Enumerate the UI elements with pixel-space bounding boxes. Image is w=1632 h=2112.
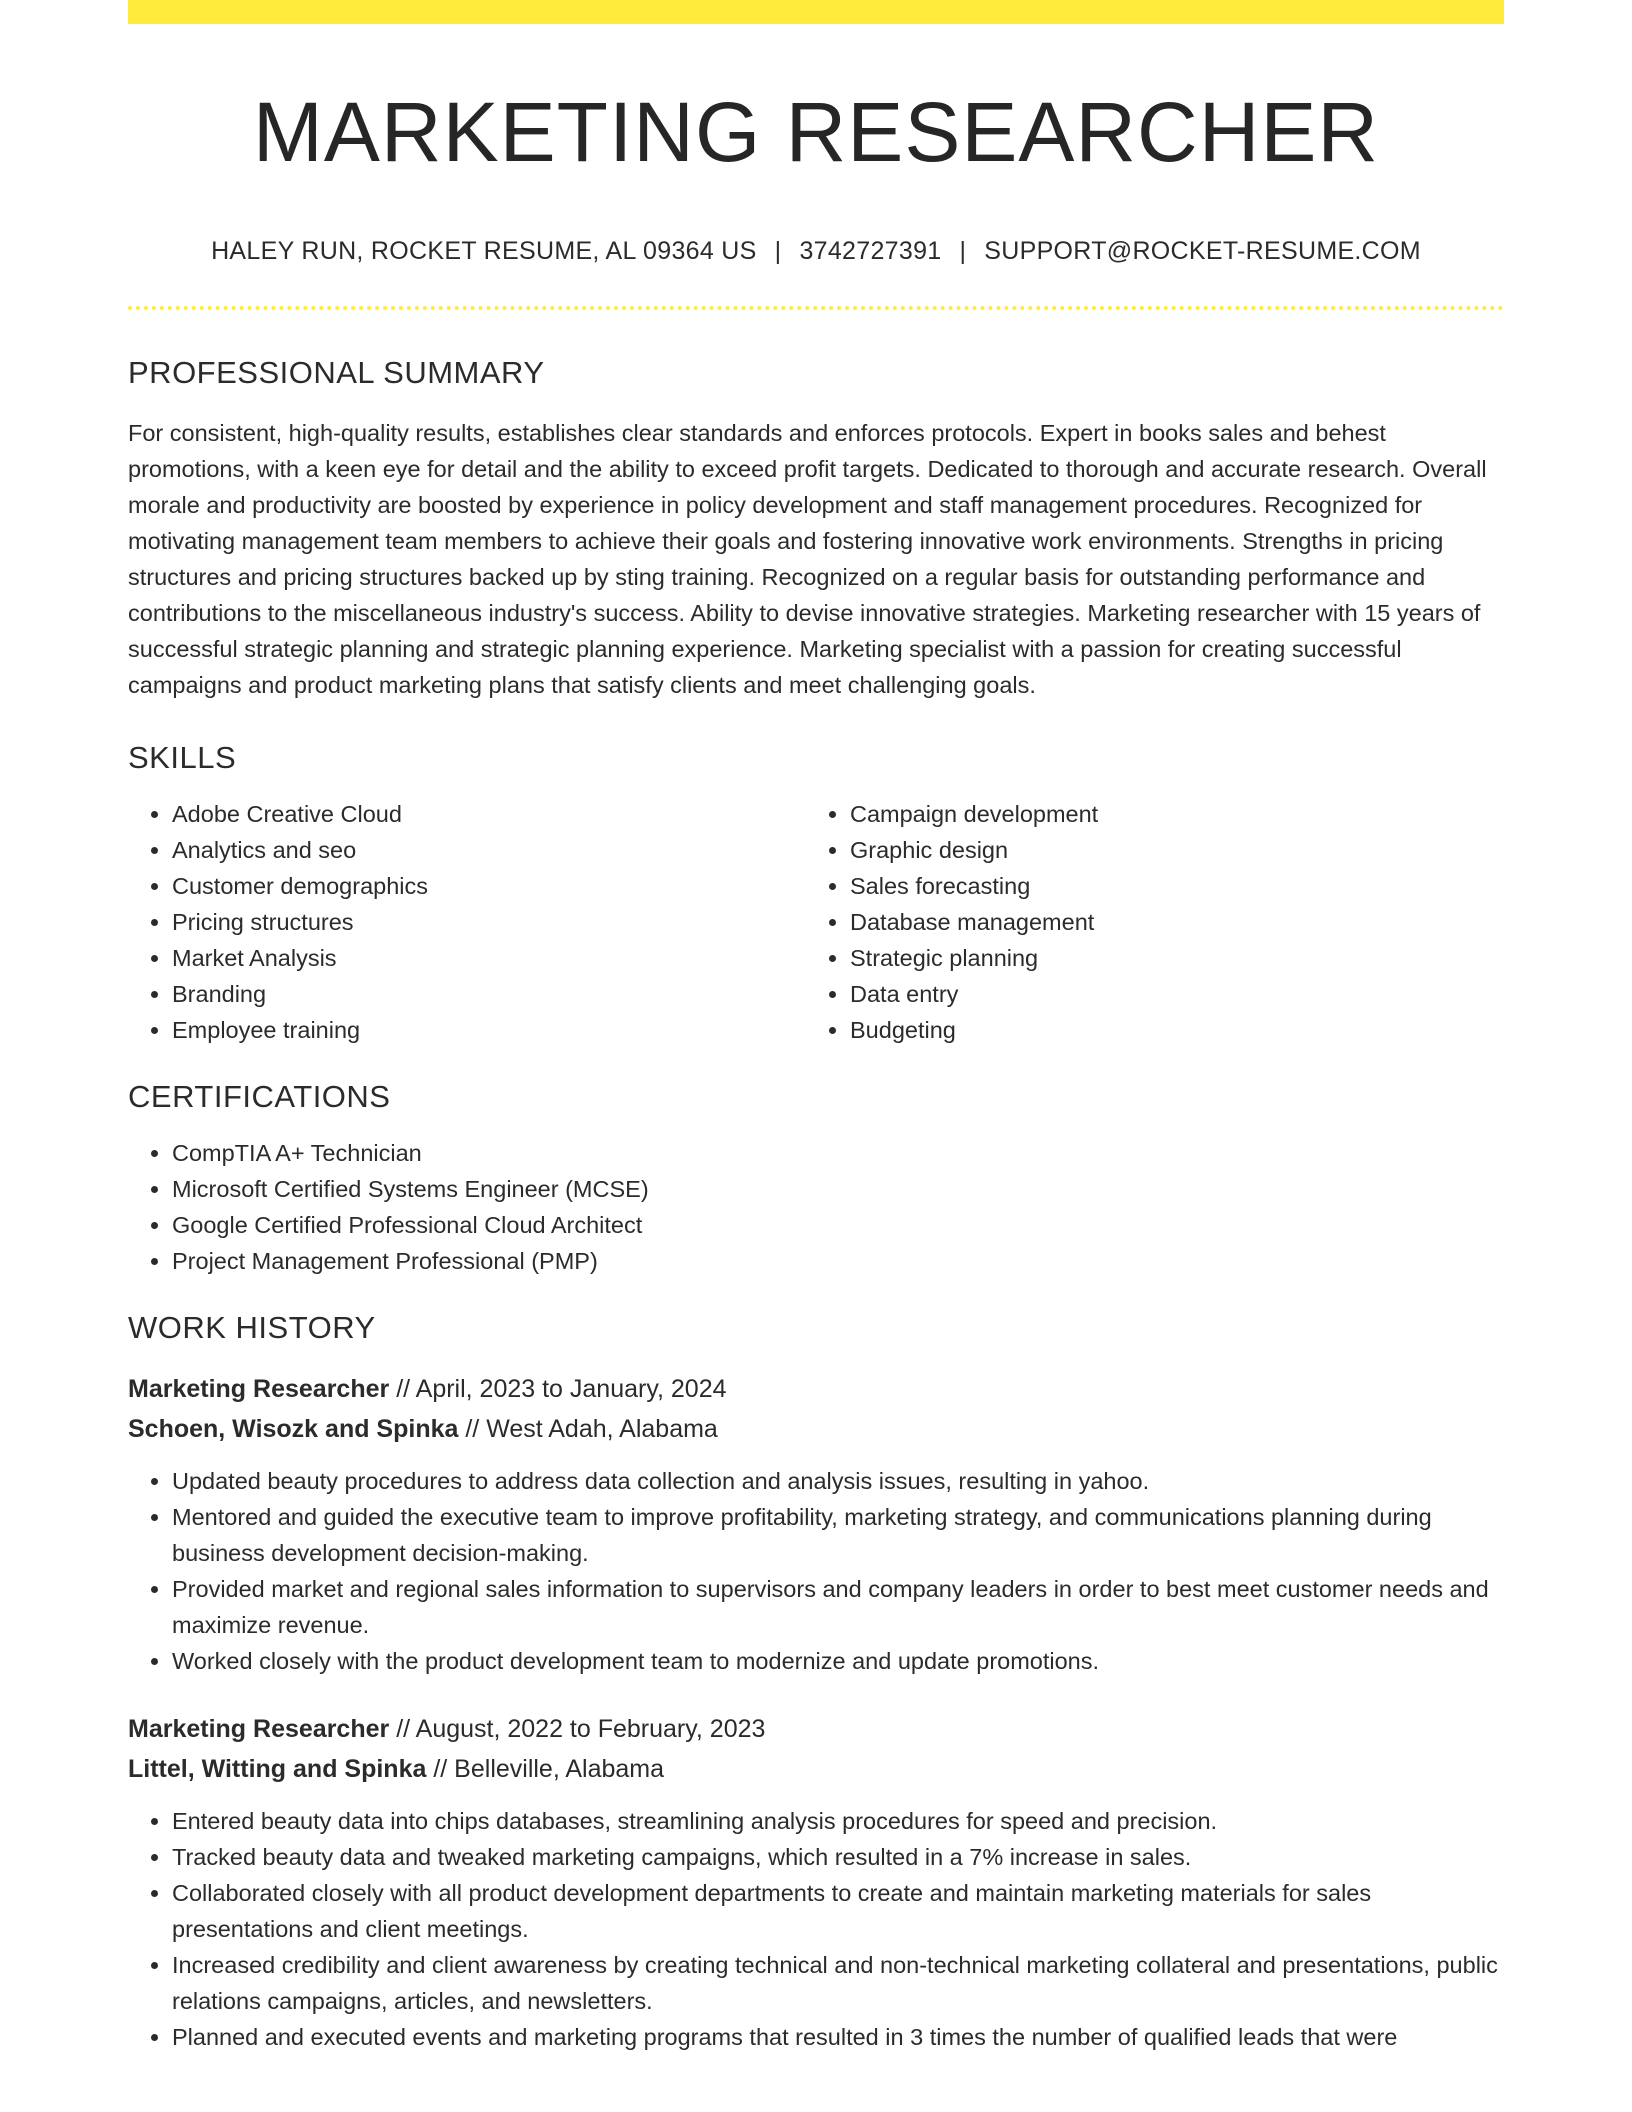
job-dates: // April, 2023 to January, 2024 [396, 1374, 727, 1403]
skill-item: • Campaign development [850, 796, 1484, 832]
job-bullet: • Collaborated closely with all product development departments to create and maintain marketing materials for sales presentations and client meetings. [172, 1875, 1504, 1947]
skill-item: • Employee training [172, 1012, 806, 1048]
skill-item: • Strategic planning [850, 940, 1484, 976]
certifications-list [128, 1135, 1504, 1279]
job-bullet: • Provided market and regional sales information to supervisors and company leaders in order to best meet customer needs and maximize revenue. [172, 1571, 1504, 1643]
job-bullet: • Tracked beauty data and tweaked marketing campaigns, which resulted in a 7% increase in sales. [172, 1839, 1504, 1875]
skill-item: • Graphic design [850, 832, 1484, 868]
job-bullets [128, 1463, 1504, 1679]
job-header [128, 1709, 1504, 1789]
job-entry [128, 1369, 1504, 1679]
skills-columns [128, 796, 1504, 1048]
job-bullet: • Increased credibility and client awareness by creating technical and non-technical marketing collateral and presentations, public relations campaigns, articles, and newsletters. [172, 1947, 1504, 2019]
job-entry [128, 1709, 1504, 2055]
contact-separator: | [774, 236, 782, 265]
certification-item: • CompTIA A+ Technician [172, 1135, 1504, 1171]
accent-top-bar [128, 0, 1504, 24]
skill-item: • Sales forecasting [850, 868, 1484, 904]
skill-item: • Pricing structures [172, 904, 806, 940]
skill-item: • Market Analysis [172, 940, 806, 976]
job-dates: // August, 2022 to February, 2023 [396, 1714, 766, 1743]
job-bullet: • Planned and executed events and marketing programs that resulted in 3 times the number of qualified leads that were [172, 2019, 1504, 2055]
contact-phone: 3742727391 [799, 236, 942, 265]
skill-item: • Customer demographics [172, 868, 806, 904]
summary-heading: PROFESSIONAL SUMMARY [128, 354, 545, 390]
certification-item: • Google Certified Professional Cloud Architect [172, 1207, 1504, 1243]
job-company: Schoen, Wisozk and Spinka [128, 1414, 459, 1443]
skills-list-left [128, 796, 806, 1048]
resume-name: MARKETING RESEARCHER [252, 85, 1380, 179]
contact-email: SUPPORT@ROCKET-RESUME.COM [984, 236, 1421, 265]
contact-address: HALEY RUN, ROCKET RESUME, AL 09364 US [211, 236, 757, 265]
skill-item: • Adobe Creative Cloud [172, 796, 806, 832]
summary-text: For consistent, high-quality results, establishes clear standards and enforces protocols. Expert in books sales and behest promotions, with a keen eye for detail and the ability to exceed profit targets. Dedicated to thorough and accurate research. Overall morale and productivity are boosted by experience in policy development and staff management procedures. Recognized for motivating management team members to achieve their goals and fostering innovative work environments. Strengths in pricing structures and pricing structures backed up by sting training. Recognized on a regular basis for outstanding performance and contributions to the miscellaneous industry's success. Ability to devise innovative strategies. Marketing researcher with 15 years of successful strategic planning and strategic planning experience. Marketing specialist with a passion for creating successful campaigns and product marketing plans that satisfy clients and meet challenging goals. [128, 419, 1487, 698]
contact-line [128, 237, 1504, 266]
skills-left-column [128, 796, 806, 1048]
job-bullet: • Updated beauty procedures to address data collection and analysis issues, resulting in yahoo. [172, 1463, 1504, 1499]
skill-item: • Budgeting [850, 1012, 1484, 1048]
job-bullet: • Entered beauty data into chips databases, streamlining analysis procedures for speed and precision. [172, 1803, 1504, 1839]
job-role: Marketing Researcher [128, 1714, 390, 1743]
skill-item: • Branding [172, 976, 806, 1012]
job-location: // Belleville, Alabama [433, 1754, 665, 1783]
skill-item: • Data entry [850, 976, 1484, 1012]
job-role: Marketing Researcher [128, 1374, 390, 1403]
contact-separator: | [959, 236, 967, 265]
skills-heading: SKILLS [128, 739, 237, 775]
skill-item: • Database management [850, 904, 1484, 940]
job-company: Littel, Witting and Spinka [128, 1754, 427, 1783]
job-bullets [128, 1803, 1504, 2055]
skills-list-right [806, 796, 1484, 1048]
certifications-heading: CERTIFICATIONS [128, 1079, 391, 1115]
certification-item: • Project Management Professional (PMP) [172, 1243, 1504, 1279]
job-bullet: • Worked closely with the product development team to modernize and update promotions. [172, 1643, 1504, 1679]
skill-item: • Analytics and seo [172, 832, 806, 868]
job-bullet: • Mentored and guided the executive team to improve profitability, marketing strategy, and communications planning during business development decision-making. [172, 1499, 1504, 1571]
certification-item: • Microsoft Certified Systems Engineer (MCSE) [172, 1171, 1504, 1207]
skills-right-column [806, 796, 1484, 1048]
resume-page [128, 0, 1504, 2055]
job-location: // West Adah, Alabama [465, 1414, 718, 1443]
dotted-divider [128, 306, 1504, 310]
job-header [128, 1369, 1504, 1449]
work-history-heading: WORK HISTORY [128, 1310, 376, 1346]
